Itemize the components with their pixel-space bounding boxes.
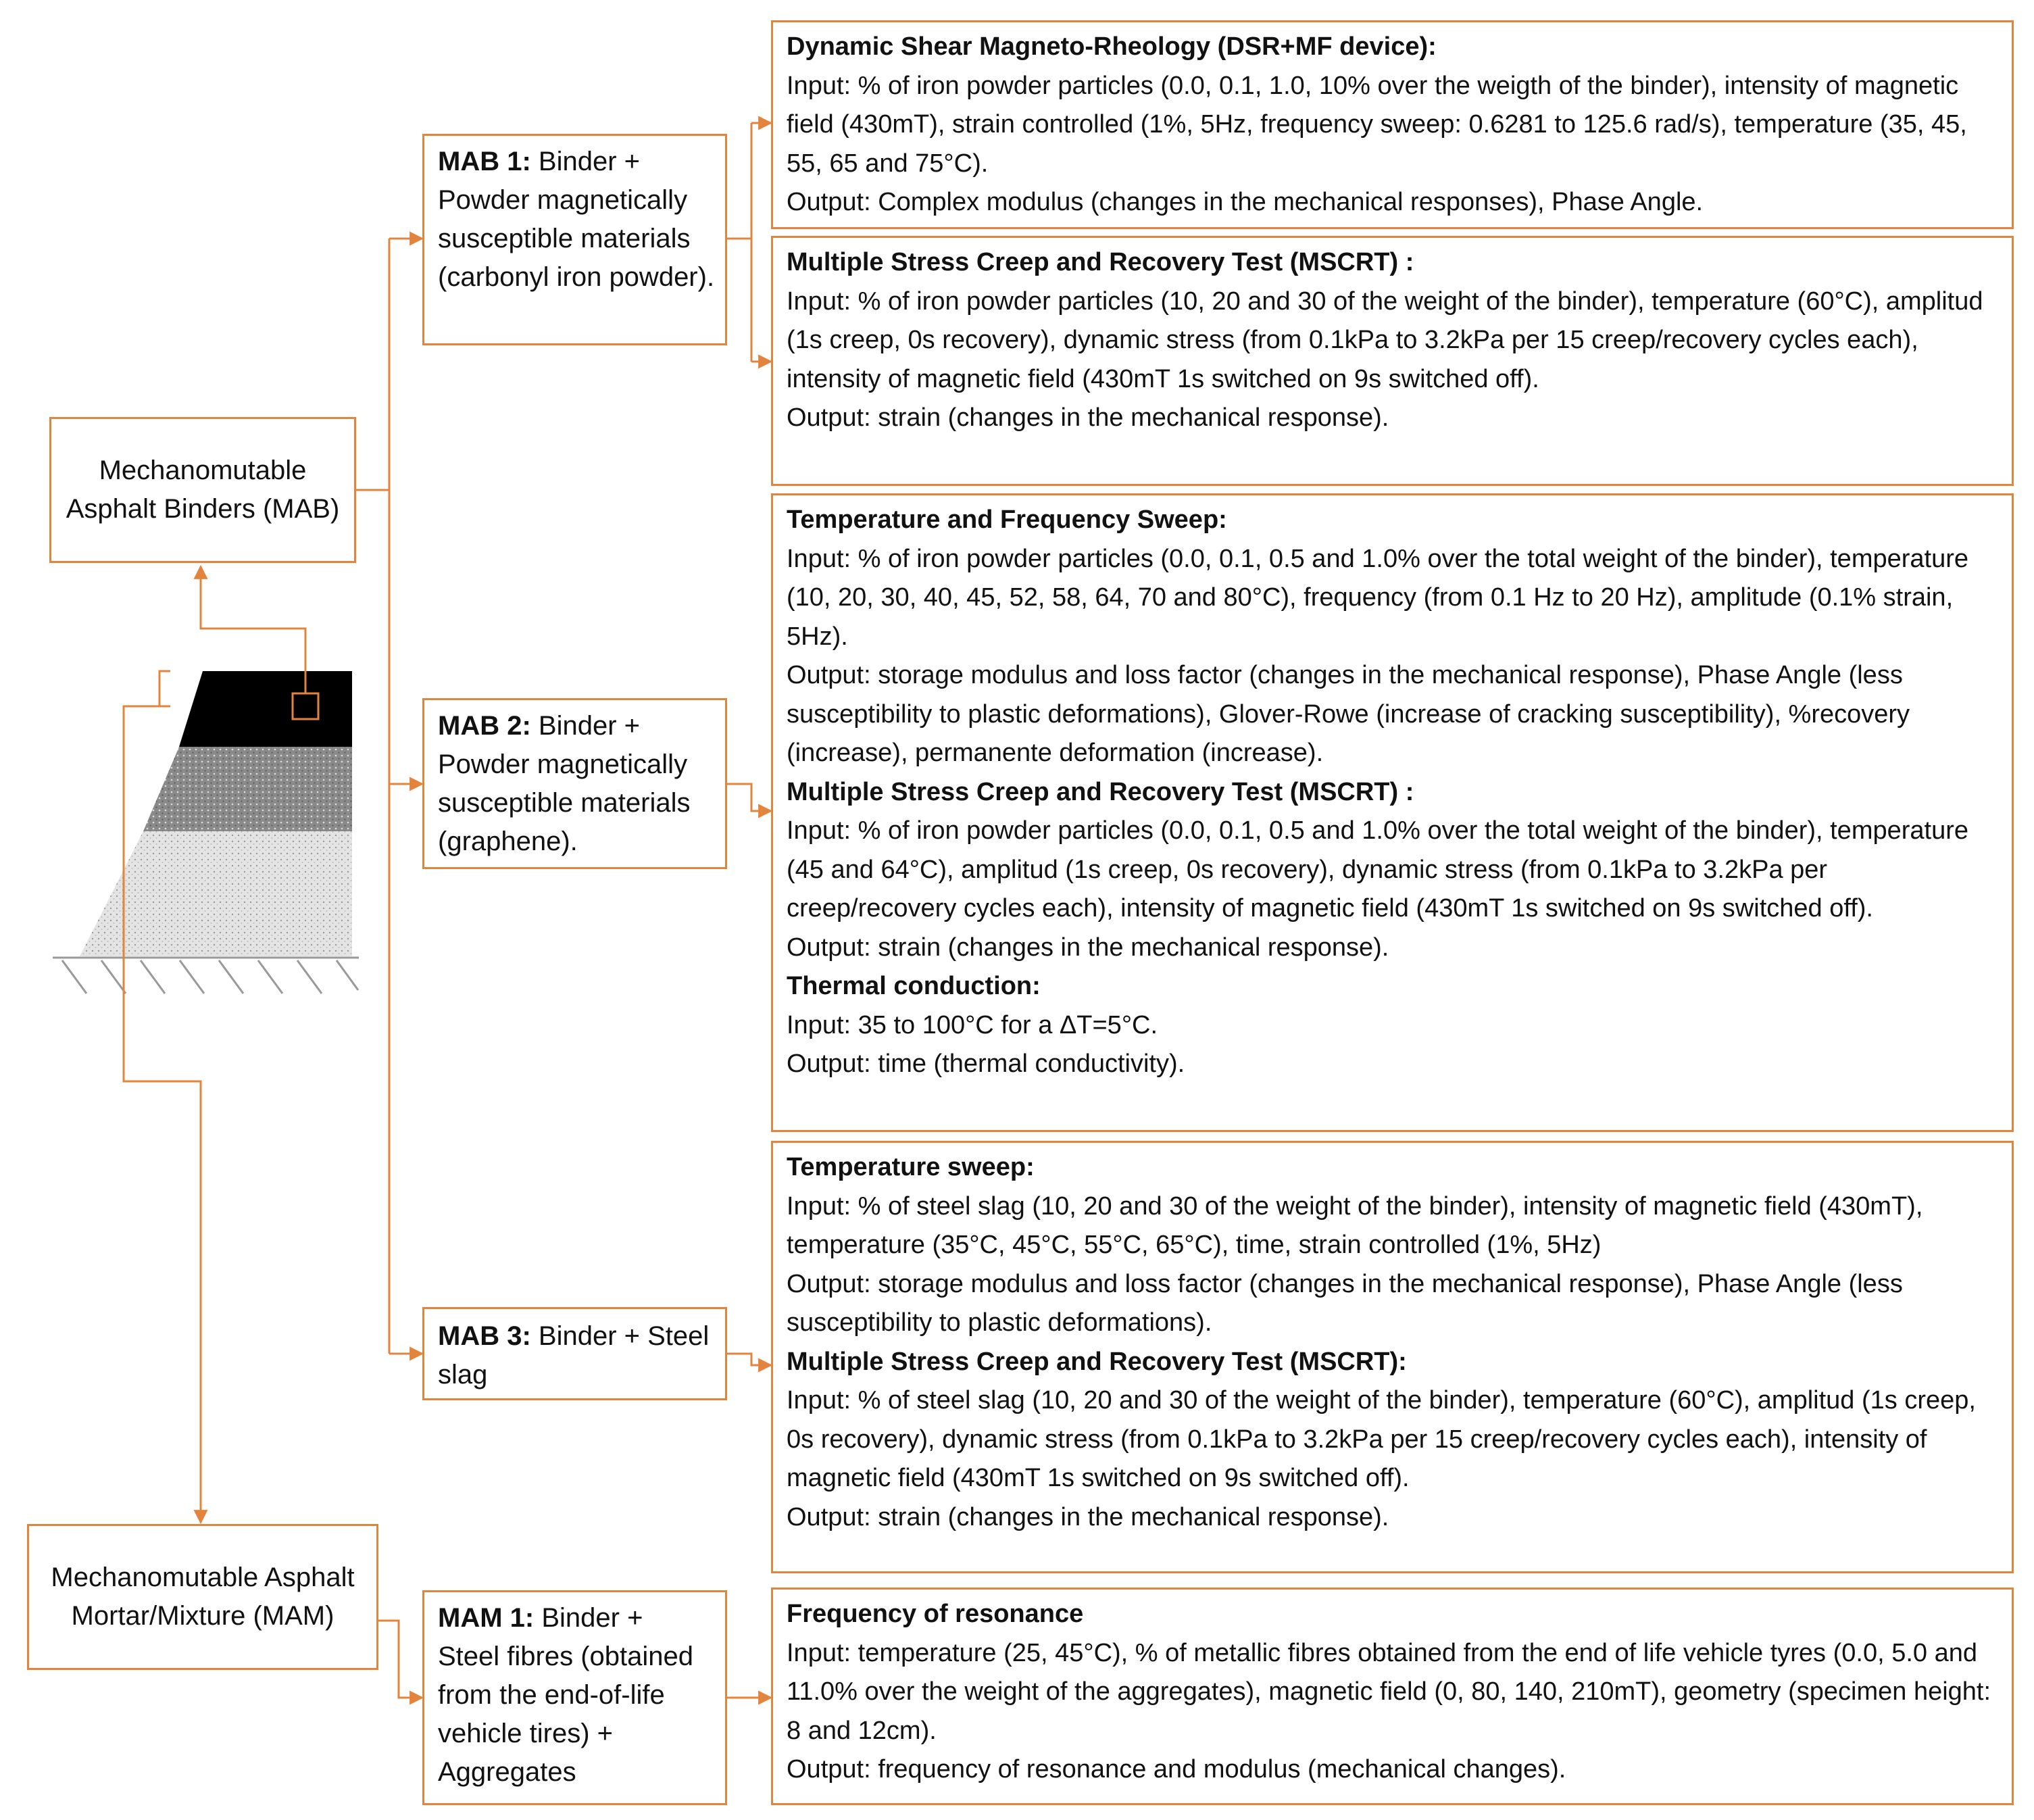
- mam1-box: [422, 1590, 727, 1805]
- mab3-box: [422, 1307, 727, 1400]
- subbase-layer: [80, 831, 352, 956]
- mab3-sweep-input: Input: % of steel slag (10, 20 and 30 of the weight of the binder), intensity of magnetic field (430mT), temperature (35°C, 45°C, 55°C, 65°C), time, strain controlled (1%, 5Hz): [787, 1191, 1923, 1259]
- mab1-mscrt-test-box: [771, 236, 2014, 486]
- surface-layer: [179, 671, 352, 747]
- mab1-mscrt-input: Input: % of iron powder particles (10, 20 and 30 of the weight of the binder), temperature (60°C), amplitud (1s creep, 0s recovery), dynamic stress (from 0.1kPa to 3.2kPa per 15 creep/recovery cycles each), intensity of magnetic field (430mT 1s switched on 9s switched off).: [787, 287, 1983, 393]
- mab3-tests-box: [771, 1141, 2014, 1573]
- mam1-resonance-title: Frequency of resonance: [787, 1600, 1084, 1628]
- mab1-mscrt-title: Multiple Stress Creep and Recovery Test (MSCRT) :: [787, 248, 1414, 276]
- mab1-box: [422, 134, 727, 345]
- connector-to-mab2-tests: [727, 784, 771, 811]
- base-layer: [143, 747, 352, 831]
- mab1-dsr-input: Input: % of iron powder particles (0.0, 0.1, 1.0, 10% over the weigth of the binder), intensity of magnetic field (430mT), strain controlled (1%, 5Hz, frequency sweep: 0.6281 to 125.6 rad/s), temperature (35, 45, 55, 65 and 75°C).: [787, 71, 1967, 178]
- mab2-desc: Binder + Powder magnetically susceptible materials (graphene).: [438, 711, 691, 856]
- mab1-label: MAB 1:: [438, 147, 531, 176]
- mab3-desc: Binder + Steel slag: [438, 1321, 710, 1389]
- mab2-mscrt-input: Input: % of iron powder particles (0.0, 0.1, 0.5 and 1.0% over the total weight of the binder), temperature (45 and 64°C), amplitud (1s creep, 0s recovery), dynamic stress (from 0.1kPa to 3.2kPa per creep/recovery cycles each), intensity of magnetic field (430mT 1s switched on 9s switched off).: [787, 816, 1969, 923]
- mab3-sweep-output: Output: storage modulus and loss factor (changes in the mechanical response), Phase Angle (less susceptibility to plastic deformations).: [787, 1269, 1903, 1337]
- mab1-dsr-output: Output: Complex modulus (changes in the mechanical responses), Phase Angle.: [787, 188, 1704, 216]
- mab2-sweep-output: Output: storage modulus and loss factor (changes in the mechanical response), Phase Angle (less susceptibility to plastic deformations), Glover-Rowe (increase of cracking susceptibility), %recovery (increase), permanente deformation (increase).: [787, 661, 1910, 767]
- mab-root-box: [49, 417, 356, 563]
- mam-root-box: [27, 1524, 378, 1670]
- mab3-mscrt-input: Input: % of steel slag (10, 20 and 30 of the weight of the binder), temperature (60°C), amplitud (1s creep, 0s recovery), dynamic stress (from 0.1kPa to 3.2kPa per 15 creep/recovery cycles each), intensity of magnetic field (430mT 1s switched on 9s switched off).: [787, 1386, 1976, 1492]
- mab2-label: MAB 2:: [438, 711, 531, 741]
- mab3-label: MAB 3:: [438, 1321, 531, 1351]
- mam-root-label: Mechanomutable Asphalt Mortar/Mixture (MAM): [51, 1563, 355, 1631]
- mam1-resonance-test-box: [771, 1588, 2014, 1805]
- mam1-desc: Binder + Steel fibres (obtained from the end-of-life vehicle tires) + Aggregates: [438, 1603, 694, 1787]
- pavement-cross-section: [53, 671, 359, 993]
- connector-to-mab3-tests: [727, 1354, 771, 1365]
- mab2-mscrt-title: Multiple Stress Creep and Recovery Test (MSCRT) :: [787, 777, 1414, 806]
- mab2-mscrt-output: Output: strain (changes in the mechanical response).: [787, 933, 1389, 962]
- mab2-sweep-title: Temperature and Frequency Sweep:: [787, 506, 1227, 534]
- mab3-mscrt-output: Output: strain (changes in the mechanical response).: [787, 1502, 1389, 1531]
- mab2-thermal-input: Input: 35 to 100°C for a ΔT=5°C.: [787, 1010, 1158, 1039]
- connector-to-mam1: [378, 1621, 422, 1698]
- mab2-thermal-output: Output: time (thermal conductivity).: [787, 1050, 1185, 1078]
- layer-bracket: [159, 671, 170, 706]
- mam1-resonance-input: Input: temperature (25, 45°C), % of metallic fibres obtained from the end of life vehicle tyres (0.0, 5.0 and 11.0% over the weight of the aggregates), magnetic field (0, 80, 140, 210mT), geometry (specimen height: 8 and 12cm).: [787, 1638, 1991, 1745]
- mab2-thermal-title: Thermal conduction:: [787, 972, 1041, 1000]
- mab2-sweep-input: Input: % of iron powder particles (0.0, 0.1, 0.5 and 1.0% over the total weight of the binder), temperature (10, 20, 30, 40, 45, 52, 58, 64, 70 and 80°C), frequency (from 0.1 Hz to 20 Hz), amplitude (0.1% strain, 5Hz).: [787, 544, 1969, 651]
- mab3-sweep-title: Temperature sweep:: [787, 1153, 1035, 1181]
- mab1-mscrt-output: Output: strain (changes in the mechanical response).: [787, 403, 1389, 432]
- mam1-label: MAM 1:: [438, 1603, 535, 1633]
- mab1-dsr-test-box: [771, 20, 2014, 229]
- mab1-dsr-title: Dynamic Shear Magneto-Rheology (DSR+MF device):: [787, 32, 1437, 61]
- mab2-box: [422, 698, 727, 869]
- mab1-desc: Binder + Powder magnetically susceptible materials (carbonyl iron powder).: [438, 147, 715, 292]
- mab2-tests-box: [771, 493, 2014, 1132]
- mam1-resonance-output: Output: frequency of resonance and modulus (mechanical changes).: [787, 1755, 1566, 1784]
- mab3-mscrt-title: Multiple Stress Creep and Recovery Test (MSCRT):: [787, 1347, 1407, 1376]
- ground-hatching: [62, 960, 358, 993]
- mab-root-label: Mechanomutable Asphalt Binders (MAB): [66, 456, 340, 524]
